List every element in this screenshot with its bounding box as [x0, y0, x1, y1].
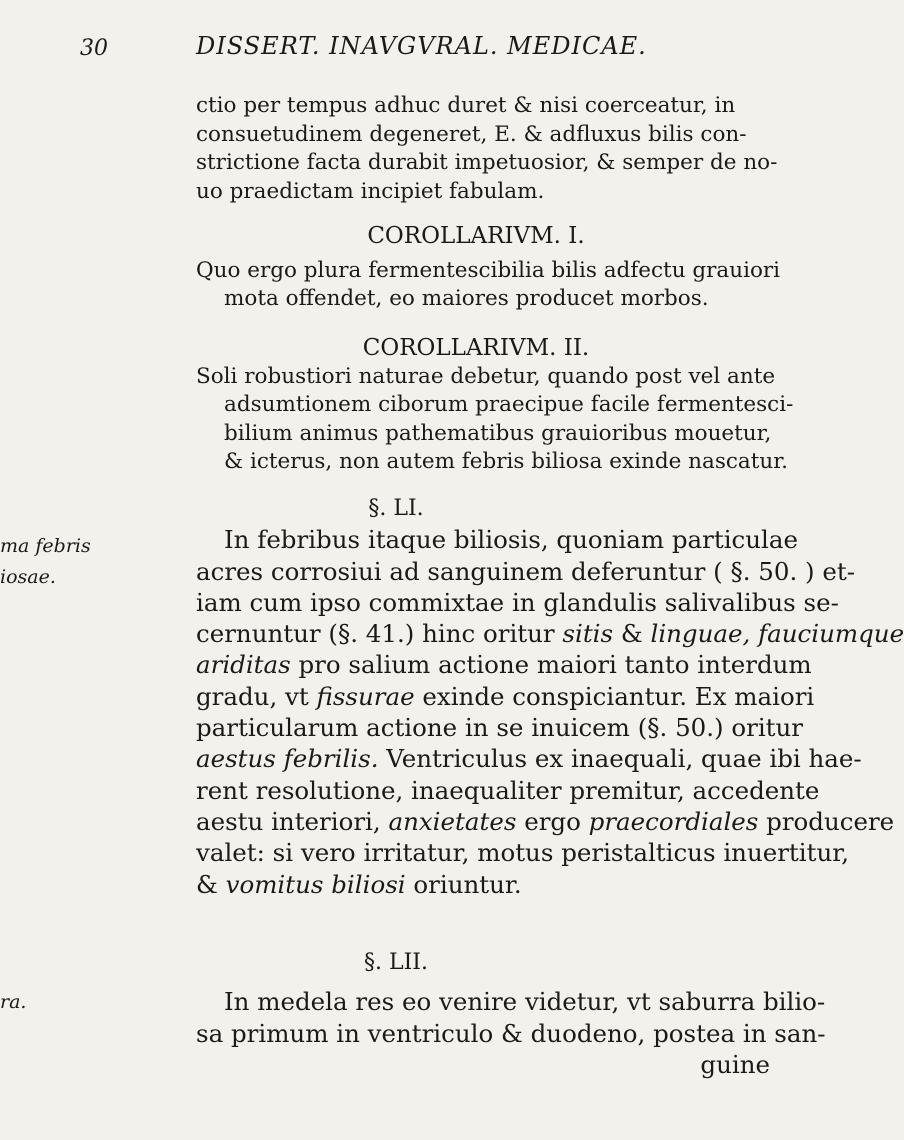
text-line: ctio per tempus adhuc duret & nisi coerceatur, in	[196, 93, 736, 118]
section-51	[196, 493, 904, 900]
corollarium-1-title: COROLLARIVM. I.	[367, 223, 585, 249]
section-52-title: §. LII.	[364, 950, 428, 975]
section-51-title: §. LI.	[368, 496, 424, 521]
text-line: consuetudinem degeneret, E. & adfluxus bilis con-	[196, 121, 747, 147]
running-head: DISSERT. INAVGVRAL. MEDICAE.	[196, 32, 647, 60]
text-line: gradu, vt fissurae exinde conspiciantur. Ex maiori	[196, 681, 815, 711]
text-line: In febribus itaque biliosis, quoniam particulae	[224, 525, 798, 555]
text-line: iam cum ipso commixtae in glandulis salivalibus se-	[196, 587, 839, 617]
corollarium-2	[196, 334, 796, 477]
text-line: In medela res eo venire videtur, vt saburra bilio-	[224, 987, 826, 1017]
text-line: valet: si vero irritatur, motus peristalticus inuertitur,	[196, 838, 850, 868]
text-line: strictione facta durabit impetuosior, & semper de no-	[196, 150, 778, 175]
section-52	[196, 947, 826, 1080]
page-number: 30	[80, 36, 108, 61]
text-line: particularum actione in se inuicem (§. 50.) oritur	[196, 713, 804, 743]
text-line: cernuntur (§. 41.) hinc oritur sitis & linguae, fauciumque	[196, 619, 904, 649]
text-line: ariditas pro salium actione maiori tanto interdum	[196, 650, 812, 680]
page-header	[0, 30, 801, 62]
text-line: acres corrosiui ad sanguinem deferuntur ( §. 50. ) et-	[196, 556, 856, 586]
text-line: & icterus, non autem febris biliosa exinde nascatur.	[224, 449, 788, 474]
text-line: aestus febrilis. Ventriculus ex inaequali, quae ibi hae-	[196, 744, 862, 774]
text-line: Soli robustiori naturae debetur, quando post vel ante	[196, 363, 776, 389]
text-line: & vomitus biliosi oriuntur.	[196, 869, 522, 899]
text-line: bilium animus pathematibus grauioribus mouetur,	[224, 420, 772, 446]
margin-note: ra.	[0, 991, 27, 1013]
corollarium-2-title: COROLLARIVM. II.	[362, 335, 590, 361]
margin-note: ma febris	[0, 535, 91, 557]
intro-paragraph	[196, 92, 796, 206]
text-line: rent resolutione, inaequaliter premitur, accedente	[196, 775, 820, 805]
text-line: uo praedictam incipiet fabulam.	[196, 178, 545, 204]
text-line: sa primum in ventriculo & duodeno, postea in san-	[196, 1018, 826, 1048]
text-line: adsumtionem ciborum praecipue facile fermentesci-	[224, 392, 794, 417]
catchword: guine	[700, 1049, 770, 1079]
margin-note: iosae.	[0, 566, 56, 588]
text-line: aestu interiori, anxietates ergo praecordiales producere	[196, 806, 895, 836]
text-line: Quo ergo plura fermentescibilia bilis adfectu grauiori	[196, 257, 781, 283]
text-line: mota offendet, eo maiores producet morbos.	[224, 286, 709, 311]
corollarium-1	[196, 222, 796, 314]
